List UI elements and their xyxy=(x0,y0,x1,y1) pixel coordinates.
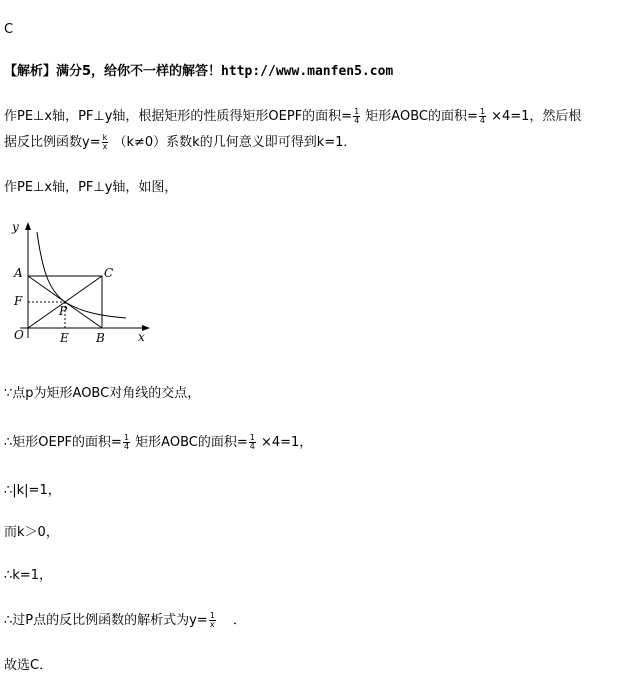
fraction-numerator: 1 xyxy=(123,433,130,442)
step-2 xyxy=(4,434,312,451)
label-p: P xyxy=(59,304,68,318)
fraction-numerator: 1 xyxy=(249,433,255,442)
fraction-denominator: 4 xyxy=(123,442,130,451)
step-text: ∴矩形OEPF的面积= xyxy=(4,435,122,450)
step-text: AOBC xyxy=(72,386,110,401)
fraction-denominator: x xyxy=(102,142,108,151)
label-e: E xyxy=(60,331,69,345)
step-5: ∴k=1， xyxy=(4,568,52,583)
figure-svg xyxy=(6,218,156,348)
step-3: ∴|k|=1， xyxy=(4,483,61,498)
fraction-numerator: 1 xyxy=(354,107,360,116)
analysis-text: （k≠0）系数k的几何意义即可得到k=1． xyxy=(113,135,357,150)
analysis-text: 矩形AOBC的面积= xyxy=(365,109,478,124)
fraction-one-quarter xyxy=(123,434,130,451)
step-text: k＞0， xyxy=(17,525,59,540)
fraction-one-quarter xyxy=(353,108,360,125)
y-axis-arrow-icon xyxy=(25,222,31,230)
fraction-denominator: x xyxy=(209,620,215,629)
step-text: 而 xyxy=(4,525,18,540)
analysis-line-1 xyxy=(4,108,581,125)
label-x: x xyxy=(138,330,145,344)
fraction-denominator: 4 xyxy=(249,442,255,451)
fraction-k-over-x xyxy=(102,134,109,151)
step-text: ∴过P点的反比例函数的解析式为y= xyxy=(4,613,208,628)
step-text: ． xyxy=(232,613,246,628)
fraction-one-quarter xyxy=(479,108,486,125)
step-text: 对角线的交点， xyxy=(109,386,201,401)
fraction-numerator: k xyxy=(102,133,108,142)
label-c: C xyxy=(104,266,114,280)
fraction-one-over-x xyxy=(209,612,216,629)
source-url: http://www.manfen5.com xyxy=(221,64,394,79)
answer-letter: C xyxy=(4,22,14,37)
fraction-one-quarter xyxy=(249,434,256,451)
step-text: 矩形AOBC的面积= xyxy=(135,435,248,450)
step-text: 故选 xyxy=(4,658,31,673)
fraction-numerator: 1 xyxy=(209,611,215,620)
step-6 xyxy=(4,612,246,629)
step-text: ∵点p为矩形 xyxy=(4,386,73,401)
step-7 xyxy=(4,658,52,674)
step-text: C． xyxy=(30,658,53,673)
step-4 xyxy=(4,525,59,541)
solution-intro: 作PE⊥x轴，PF⊥y轴，如图， xyxy=(4,180,178,195)
step-1 xyxy=(4,386,200,402)
label-a: A xyxy=(14,266,23,280)
label-f: F xyxy=(14,294,23,308)
analysis-header-title: 【解析】满分5，给你不一样的解答！ xyxy=(4,64,222,79)
analysis-text: ×4=1，然后根 xyxy=(491,109,582,124)
analysis-text: 据反比例函数y= xyxy=(4,135,101,150)
fraction-denominator: 4 xyxy=(479,116,485,125)
geometry-figure xyxy=(6,218,156,348)
fraction-denominator: 4 xyxy=(354,116,360,125)
analysis-header xyxy=(4,64,393,80)
analysis-line-2 xyxy=(4,134,356,151)
fraction-numerator: 1 xyxy=(479,107,485,116)
label-y: y xyxy=(12,220,19,234)
label-o: O xyxy=(14,328,24,342)
step-text: ×4=1， xyxy=(260,435,313,450)
analysis-text: 作PE⊥x轴，PF⊥y轴，根据矩形的性质得矩形OEPF的面积= xyxy=(4,109,353,124)
label-b: B xyxy=(96,331,105,345)
